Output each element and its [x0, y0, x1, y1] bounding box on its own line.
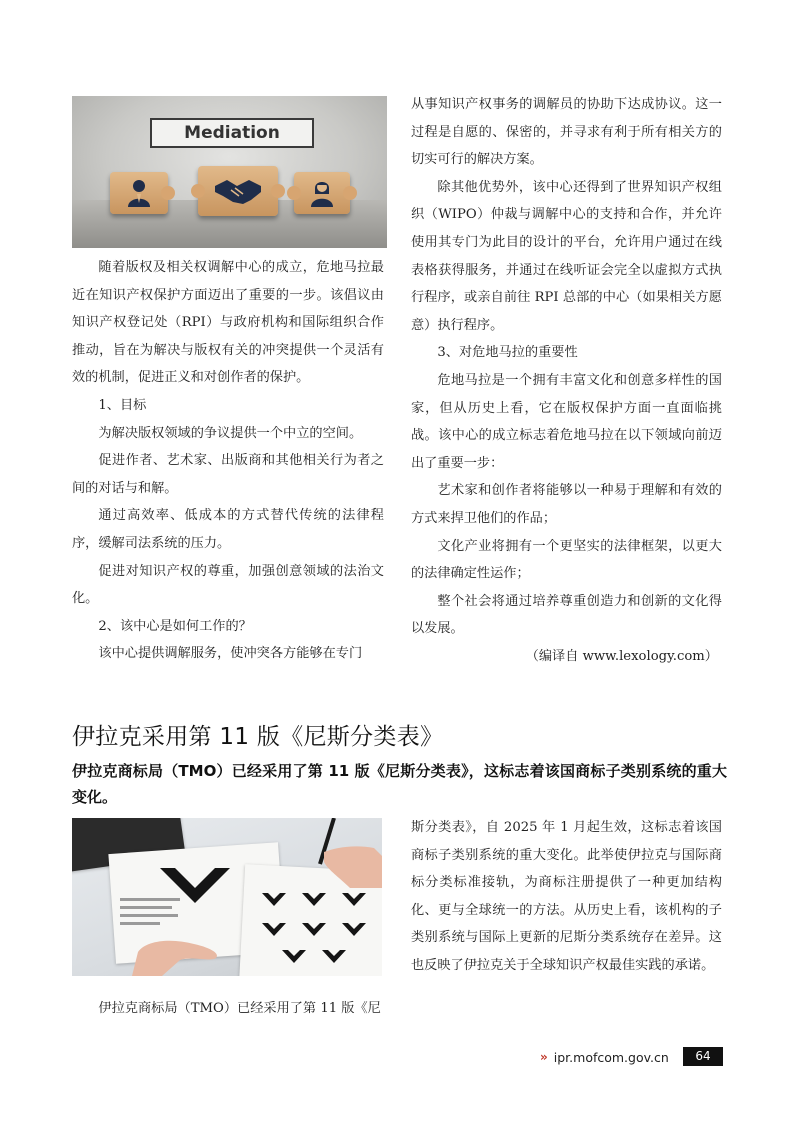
footer-url: ipr.mofcom.gov.cn — [553, 1049, 669, 1065]
paragraph: 促进对知识产权的尊重，加强创意领域的法治文化。 — [72, 563, 384, 607]
paragraph: 为解决版权领域的争议提供一个中立的空间。 — [98, 425, 363, 441]
paragraph: 该中心提供调解服务，使冲突各方能够在专门 — [98, 646, 363, 662]
paragraph-continuation: 从事知识产权事务的调解员的协助下达成协议。这一过程是自愿的、保密的，并寻求有利于所有相关方的切实可行的解决方案。 — [411, 97, 722, 168]
logo-grid-icon — [262, 888, 372, 968]
paragraph: 艺术家和创作者将能够以一种易于理解和有效的方式来捍卫他们的作品； — [411, 483, 722, 526]
article2-title: 伊拉克采用第 11 版《尼斯分类表》 — [72, 724, 444, 750]
section-heading-how-it-works: 2、该中心是如何工作的？ — [98, 618, 252, 634]
article2-column-right — [411, 814, 722, 980]
puzzle-piece-center — [198, 166, 278, 216]
paragraph: 随着版权及相关权调解中心的成立，危地马拉最近在知识产权保护方面迈出了重要的一步。该倡议由知识产权登记处（RPI）与政府机构和国际组织合作推动，旨在为解决与版权有关的冲突提供一个灵活有效的机制，促进正义和对创作者的保护。 — [72, 260, 384, 386]
paragraph: 除其他优势外，该中心还得到了世界知识产权组织（WIPO）仲裁与调解中心的支持和合作，并允许使用其专门为此目的设计的平台，允许用户通过在线表格获得服务，并通过在线听证会完全以虚拟方式执行程序，或亲自前往 RPI 总部的中心（如果相关方愿意）执行程序。 — [411, 179, 722, 333]
article2-caption: 伊拉克商标局（TMO）已经采用了第 11 版《尼 — [98, 1001, 381, 1017]
handshake-icon — [213, 176, 263, 206]
paragraph: 危地马拉是一个拥有丰富文化和创意多样性的国家，但从历史上看，它在版权保护方面一直面临挑战。该中心的成立标志着危地马拉在以下领域向前迈出了重要一步： — [411, 372, 722, 471]
page-footer — [540, 1047, 669, 1067]
logo-design-photo — [72, 818, 382, 976]
chevron-double-right-icon: » — [540, 1050, 548, 1064]
puzzle-piece-right — [294, 172, 350, 214]
mediation-sign: Mediation — [150, 118, 314, 148]
paragraph: 促进作者、艺术家、出版商和其他相关行为者之间的对话与和解。 — [72, 453, 384, 496]
article2-subtitle: 伊拉克商标局（TMO）已经采用了第 11 版《尼斯分类表》，这标志着该国商标子类别系统的重大变化。 — [72, 762, 727, 806]
section-heading-importance: 3、对危地马拉的重要性 — [437, 345, 578, 361]
hand-with-pen — [294, 818, 382, 888]
paragraph: 通过高效率、低成本的方式替代传统的法律程序，缓解司法系统的压力。 — [72, 508, 384, 551]
source-credit: （编译自 www.lexology.com） — [525, 648, 718, 664]
page-number: 64 — [683, 1047, 723, 1066]
section-heading-goals: 1、目标 — [98, 397, 147, 413]
person-icon — [127, 179, 151, 207]
article1-column-left — [72, 254, 384, 668]
article1-column-right — [411, 91, 722, 670]
paragraph: 文化产业将拥有一个更坚实的法律框架，以更大的法律确定性运作； — [411, 538, 722, 582]
hand-left — [132, 930, 222, 976]
paragraph: 整个社会将通过培养尊重创造力和创新的文化得以发展。 — [411, 593, 722, 637]
woman-icon — [310, 179, 334, 207]
puzzle-piece-left — [110, 172, 168, 214]
mediation-photo — [72, 96, 387, 248]
paragraph-continuation: 斯分类表》，自 2025 年 1 月起生效，这标志着该国商标子类别系统的重大变化。此举使伊拉克与国际商标分类标准接轨，为商标注册提供了一种更加结构化、更与全球统一的方法。从历史上看，该机构的子类别系统与国际上更新的尼斯分类系统存在差异。这也反映了伊拉克关于全球知识产权最佳实践的承诺。 — [411, 820, 722, 973]
